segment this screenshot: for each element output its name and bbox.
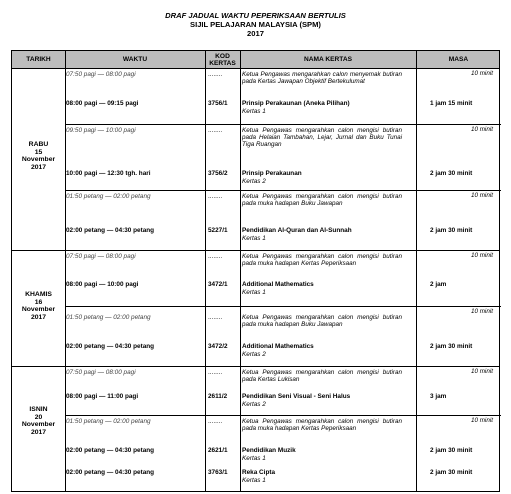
session-divider <box>65 306 501 307</box>
briefing-code: ........ <box>208 253 223 260</box>
exam-duration: 2 jam <box>430 281 447 288</box>
briefing-duration: 10 minit <box>470 126 493 133</box>
exam-time: 02:00 petang — 04:30 petang <box>66 227 155 234</box>
title-line-1: DRAF JADUAL WAKTU PEPERIKSAAN BERTULIS <box>165 11 346 20</box>
exam-name: Additional Mathematics <box>242 281 314 288</box>
briefing-note: Ketua Pengawas mengarahkan calon mengisi butiran pada Kertas Lukisan <box>242 369 402 384</box>
exam-paper: Kertas 1 <box>242 289 266 296</box>
exam-paper: Kertas 1 <box>242 455 266 462</box>
briefing-note: Ketua Pengawas mengarahkan calon mengisi butiran pada Helaian Tambahan, Lejar, Jurnal dan Buku Tunai Tiga Ruangan <box>242 127 402 149</box>
briefing-code: ........ <box>208 418 223 425</box>
exam-code: 3756/1 <box>208 100 228 107</box>
exam-duration: 3 jam <box>430 393 447 400</box>
col-header-kod: KOD KERTAS <box>209 52 236 67</box>
briefing-code: ........ <box>208 193 223 200</box>
exam-duration: 2 jam 30 minit <box>430 343 473 350</box>
briefing-time: 01:50 petang — 02:00 petang <box>66 314 151 321</box>
briefing-code: ........ <box>208 71 223 78</box>
exam-duration: 2 jam 30 minit <box>430 469 473 476</box>
exam-code: 2611/2 <box>208 393 228 400</box>
day-label: RABU 15 November 2017 <box>21 141 56 171</box>
briefing-time: 01:50 petang — 02:00 petang <box>66 418 151 425</box>
briefing-note: Ketua Pengawas mengarahkan calon mengisi butiran pada muka hadapan Buku Jawapan <box>242 193 402 208</box>
exam-name: Additional Mathematics <box>242 343 314 350</box>
exam-code: 3472/1 <box>208 281 228 288</box>
col-header-tarikh: TARIKH <box>26 56 51 63</box>
exam-code: 2621/1 <box>208 447 228 454</box>
title-line-3: 2017 <box>247 29 264 38</box>
briefing-code: ........ <box>208 127 223 134</box>
exam-time: 02:00 petang — 04:30 petang <box>66 343 155 350</box>
exam-time: 02:00 petang — 04:30 petang <box>66 469 155 476</box>
exam-time: 08:00 pagi — 11:00 pagi <box>66 393 139 400</box>
exam-duration: 2 jam 30 minit <box>430 170 473 177</box>
briefing-duration: 10 minit <box>470 417 493 424</box>
briefing-code: ........ <box>208 314 223 321</box>
exam-paper: Kertas 2 <box>242 351 266 358</box>
briefing-duration: 10 minit <box>470 192 493 199</box>
session-divider <box>65 415 501 416</box>
briefing-note: Ketua Pengawas mengarahkan calon menyemak butiran pada Kertas Jawapan Objektif Bertekulumat <box>242 71 402 86</box>
exam-name: Pendidikan Seni Visual - Seni Halus <box>242 393 351 400</box>
exam-name: Prinsip Perakaunan <box>242 170 302 177</box>
exam-code: 3472/2 <box>208 343 228 350</box>
exam-name: Pendidikan Al-Quran dan Al-Sunnah <box>242 227 352 234</box>
exam-paper: Kertas 2 <box>242 178 266 185</box>
briefing-code: ........ <box>208 369 223 376</box>
session-divider <box>65 124 501 125</box>
exam-time: 08:00 pagi — 10:00 pagi <box>66 281 139 288</box>
exam-code: 5227/1 <box>208 227 228 234</box>
col-header-waktu: WAKTU <box>122 56 148 63</box>
exam-time: 10:00 pagi — 12:30 tgh. hari <box>66 170 151 177</box>
briefing-duration: 10 minit <box>470 252 493 259</box>
exam-duration: 1 jam 15 minit <box>430 100 473 107</box>
day-label: ISNIN 20 November 2017 <box>21 406 56 436</box>
exam-code: 3763/1 <box>208 469 228 476</box>
document-title <box>0 11 511 38</box>
briefing-time: 07:50 pagi — 08:00 pagi <box>66 369 136 376</box>
day-divider <box>12 366 499 367</box>
col-header-masa: MASA <box>448 56 469 63</box>
briefing-time: 07:50 pagi — 08:00 pagi <box>66 71 136 78</box>
briefing-note: Ketua Pengawas mengarahkan calon mengisi butiran pada muka hadapan Kertas Peperiksaan <box>242 418 402 433</box>
exam-name: Prinsip Perakaunan (Aneka Pilihan) <box>242 100 350 107</box>
briefing-time: 01:50 petang — 02:00 petang <box>66 193 151 200</box>
exam-name: Pendidikan Muzik <box>242 447 296 454</box>
exam-name: Reka Cipta <box>242 469 276 476</box>
exam-duration: 2 jam 30 minit <box>430 227 473 234</box>
briefing-time: 07:50 pagi — 08:00 pagi <box>66 253 136 260</box>
title-line-2: SIJIL PELAJARAN MALAYSIA (SPM) <box>190 20 321 29</box>
exam-paper: Kertas 1 <box>242 235 266 242</box>
exam-time: 02:00 petang — 04:30 petang <box>66 447 155 454</box>
briefing-duration: 10 minit <box>470 70 493 77</box>
col-divider <box>205 51 206 491</box>
briefing-duration: 10 minit <box>470 368 493 375</box>
timetable <box>11 50 500 492</box>
day-divider <box>12 250 499 251</box>
exam-paper: Kertas 1 <box>242 477 266 484</box>
exam-time: 08:00 pagi — 09:15 pagi <box>66 100 139 107</box>
briefing-time: 09:50 pagi — 10:00 pagi <box>66 127 136 134</box>
briefing-note: Ketua Pengawas mengarahkan calon mengisi butiran pada muka hadapan Kertas Peperiksaan <box>242 253 402 268</box>
exam-duration: 2 jam 30 minit <box>430 447 473 454</box>
exam-paper: Kertas 2 <box>242 401 266 408</box>
briefing-duration: 10 minit <box>470 308 493 315</box>
session-divider <box>65 190 501 191</box>
exam-paper: Kertas 1 <box>242 108 266 115</box>
day-label: KHAMIS 16 November 2017 <box>21 291 56 321</box>
col-divider <box>240 51 241 491</box>
col-divider <box>416 51 417 491</box>
exam-code: 3756/2 <box>208 170 228 177</box>
col-header-nama: NAMA KERTAS <box>304 56 352 63</box>
briefing-note: Ketua Pengawas mengarahkan calon mengisi butiran pada muka hadapan Buku Jawapan <box>242 314 402 329</box>
